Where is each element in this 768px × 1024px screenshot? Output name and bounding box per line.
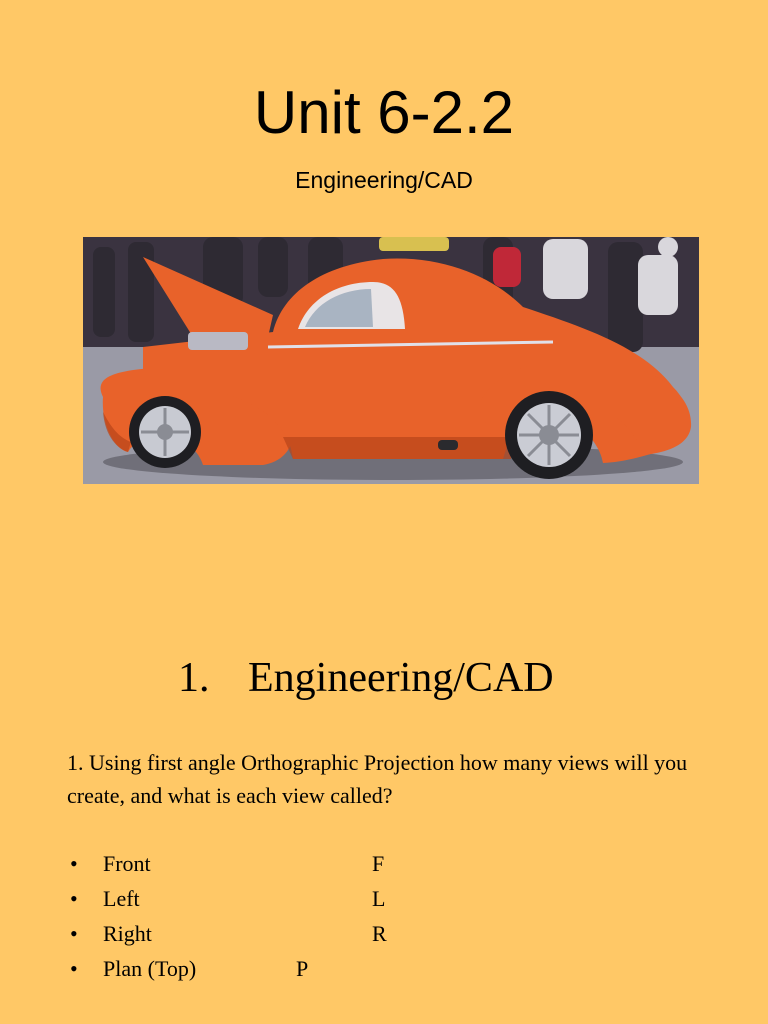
section-heading-text: Engineering/CAD [248, 655, 554, 701]
car-photo-illustration [83, 237, 699, 484]
section-heading [178, 652, 554, 704]
view-name: Front [103, 851, 151, 876]
view-name: Right [103, 921, 152, 946]
bullet-marker: • [70, 886, 78, 911]
view-name: Plan (Top) [103, 956, 197, 981]
view-abbreviation: L [372, 886, 386, 911]
slide-subtitle: Engineering/CAD [295, 167, 473, 193]
view-abbreviation: R [372, 921, 387, 946]
view-abbreviation: P [296, 956, 309, 981]
slide-title: Unit 6-2.2 [253, 79, 515, 146]
car-photo [83, 237, 699, 484]
view-abbreviation: F [372, 851, 385, 876]
bullet-marker: • [70, 921, 78, 946]
view-name: Left [103, 886, 140, 911]
bullet-marker: • [70, 851, 78, 876]
question-text: 1. Using first angle Orthographic Projection how many views will you create, and what is each view called? [67, 750, 688, 808]
section-number: 1. [178, 655, 210, 701]
bullet-marker: • [70, 956, 78, 981]
